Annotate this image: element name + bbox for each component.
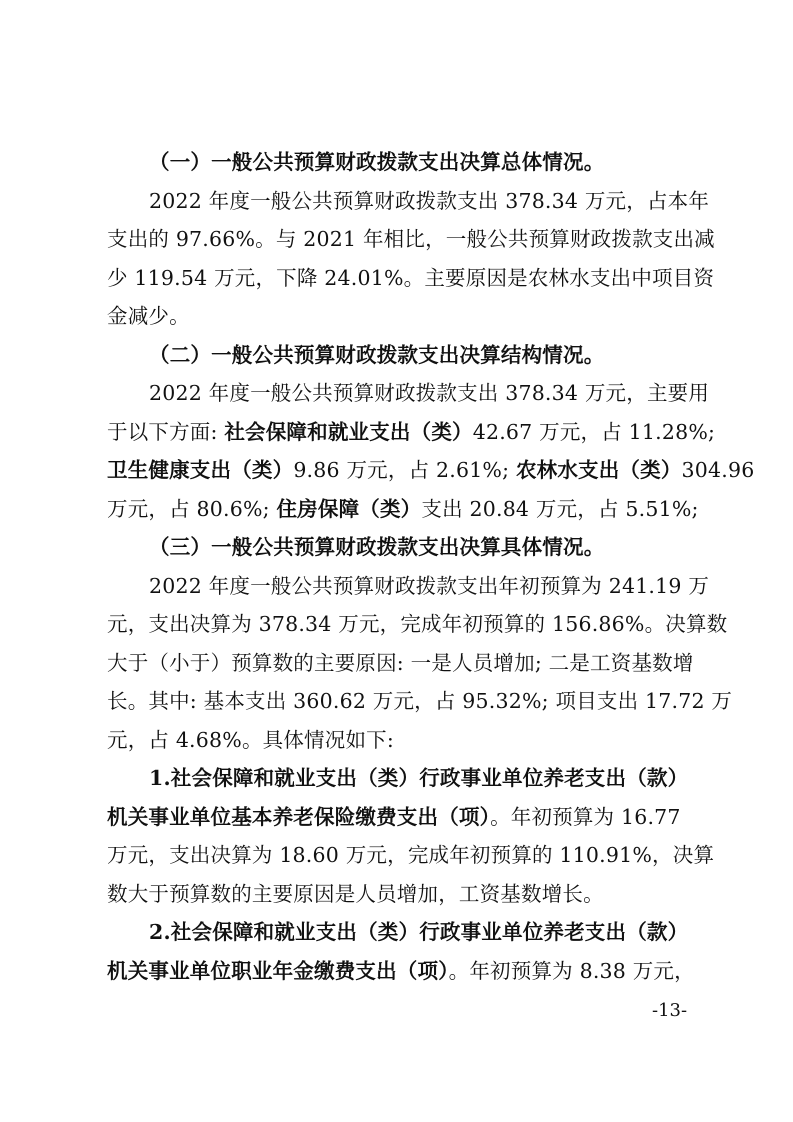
paragraph-line: 元，支出决算为 378.34 万元，完成年初预算的 156.86%。决算数 bbox=[107, 612, 728, 636]
paragraph-line: 万元，支出决算为 18.60 万元，完成年初预算的 110.91%，决算 bbox=[107, 843, 715, 867]
category-social-security: 社会保障和就业支出（类） bbox=[224, 419, 473, 444]
paragraph-line: 2022 年度一般公共预算财政拨款支出年初预算为 241.19 万 bbox=[149, 573, 710, 598]
text-run: 。年初预算为 16.77 bbox=[490, 804, 681, 829]
page-number: -13- bbox=[652, 1000, 688, 1021]
text-run: 9.86 万元，占 2.61%; bbox=[293, 458, 516, 482]
paragraph-line bbox=[107, 952, 699, 991]
paragraph-line: 2022 年度一般公共预算财政拨款支出 378.34 万元，主要用 bbox=[149, 381, 710, 405]
category-agriculture: 农林水支出（类） bbox=[515, 458, 682, 482]
list-item-1 bbox=[107, 759, 715, 913]
text-run: 万元，占 80.6%; bbox=[107, 496, 277, 521]
category-health: 卫生健康支出（类） bbox=[107, 458, 294, 482]
paragraph-line: 长。其中: 基本支出 360.62 万元，占 95.32%; 项目支出 17.72 万 bbox=[107, 689, 733, 713]
paragraph-line: 金减少。 bbox=[107, 304, 190, 328]
section-heading-1: （一）一般公共预算财政拨款支出决算总体情况。 bbox=[149, 150, 605, 174]
section-heading-3: （三）一般公共预算财政拨款支出决算具体情况。 bbox=[149, 535, 605, 559]
paragraph-line: 少 119.54 万元，下降 24.01%。主要原因是农林水支出中项目资 bbox=[107, 265, 715, 290]
paragraph-details bbox=[107, 567, 733, 760]
paragraph-line: 元，占 4.68%。具体情况如下: bbox=[107, 727, 394, 752]
paragraph-line: 2022 年度一般公共预算财政拨款支出 378.34 万元，占本年 bbox=[149, 188, 710, 213]
paragraph-line: 支出的 97.66%。与 2021 年相比，一般公共预算财政拨款支出减 bbox=[107, 227, 715, 251]
text-run: 于以下方面: bbox=[107, 419, 225, 444]
list-item-2 bbox=[107, 913, 699, 990]
text-run: 304.96 bbox=[681, 458, 755, 482]
section-heading-2: （二）一般公共预算财政拨款支出决算结构情况。 bbox=[149, 342, 605, 367]
item-heading: 2.社会保障和就业支出（类）行政事业单位养老支出（款） bbox=[149, 920, 689, 944]
paragraph-line: 数大于预算数的主要原因是人员增加，工资基数增长。 bbox=[107, 881, 604, 906]
paragraph-line bbox=[107, 490, 699, 529]
paragraph-line: 大于（小于）预算数的主要原因: 一是人员增加; 二是工资基数增 bbox=[107, 650, 694, 675]
paragraph-line bbox=[107, 413, 716, 452]
paragraph-line bbox=[107, 798, 699, 837]
item-heading: 1.社会保障和就业支出（类）行政事业单位养老支出（款） bbox=[149, 766, 689, 790]
paragraph-overall bbox=[107, 182, 715, 336]
text-run: 。年初预算为 8.38 万元， bbox=[448, 958, 695, 983]
paragraph-structure bbox=[107, 374, 755, 528]
category-housing: 住房保障（类） bbox=[276, 496, 422, 521]
item-heading-continued: 机关事业单位职业年金缴费支出（项） bbox=[107, 958, 449, 983]
document-body bbox=[107, 143, 755, 990]
paragraph-line bbox=[107, 451, 755, 490]
text-run: 42.67 万元，占 11.28%; bbox=[472, 419, 716, 444]
item-heading-continued: 机关事业单位基本养老保险缴费支出（项） bbox=[107, 804, 491, 829]
text-run: 支出 20.84 万元，占 5.51%; bbox=[421, 496, 699, 521]
